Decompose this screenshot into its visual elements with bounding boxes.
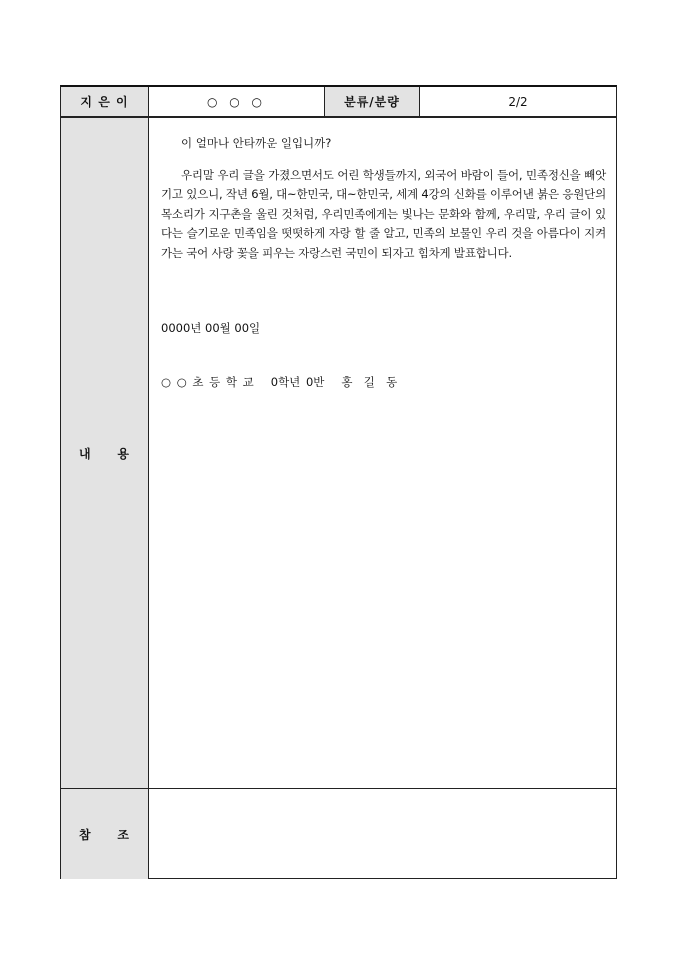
content-line-1: 이 얼마나 안타까운 일입니까? — [181, 136, 332, 150]
category-label: 분류/분량 — [325, 87, 420, 116]
content-body — [149, 118, 616, 788]
reference-label: 참 조 — [61, 789, 149, 879]
category-value: 2/2 — [508, 94, 528, 109]
document-form — [60, 85, 617, 879]
content-paragraph: 우리말 우리 글을 가졌으면서도 어린 학생들까지, 외국어 바람이 들어, 민족정신을 빼앗기고 있으니, 작년 6월, 대~한민국, 대~한민국, 세계 4강의 신화를 이루어낸 붉은 응원단의 목소리가 지구촌을 울린 것처럼, 우리민족에게는 빛나는 문화와 함께, 우리말, 우리 글이 있다는 슬기로운 민족임을 떳떳하게 자랑 할 줄 알고, 민족의 보물인 우리 것을 아름다이 지켜 가는 국어 사랑 꽃을 피우는 자랑스런 국민이 되자고 힘차게 발표합니다. — [161, 167, 606, 260]
reference-row — [61, 789, 616, 879]
author-value: ○ ○ ○ — [149, 87, 325, 116]
content-date: 0000년 00월 00일 — [161, 321, 261, 335]
content-label: 내 용 — [61, 118, 149, 788]
reference-value — [149, 789, 616, 879]
content-row — [61, 118, 616, 789]
content-signature: ○ ○ 초 등 학 교 0학년 0반 홍 길 동 — [161, 374, 398, 389]
author-label: 지 은 이 — [61, 87, 149, 116]
header-row — [61, 87, 616, 118]
